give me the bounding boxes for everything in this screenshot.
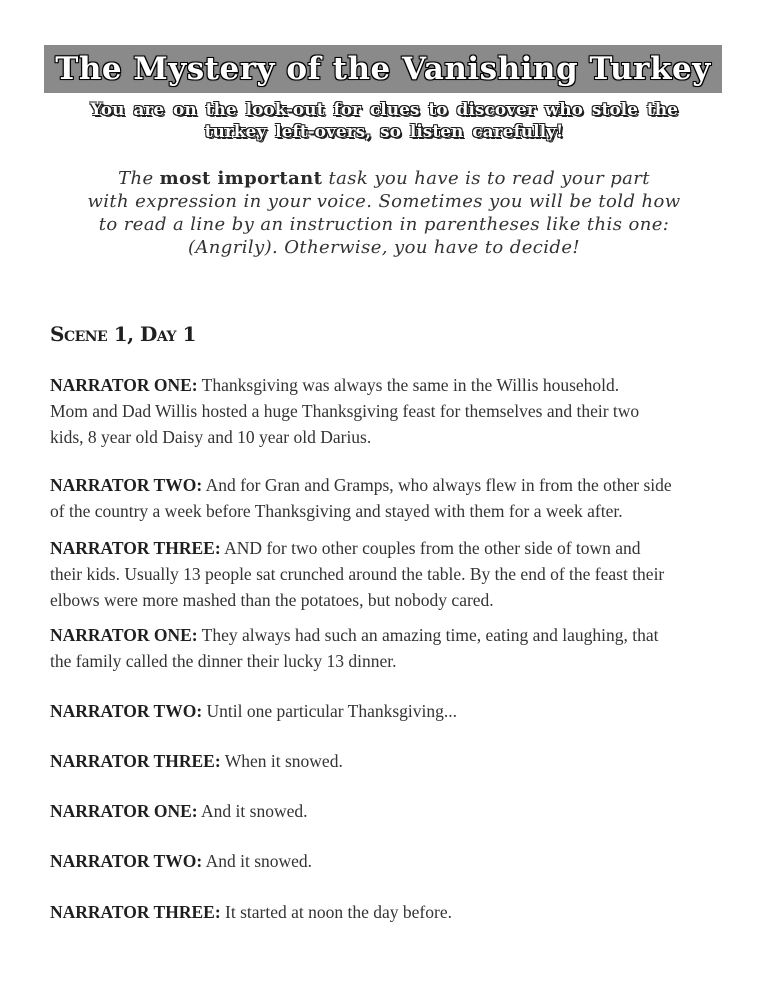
subtitle-line-2: turkey left-overs, so listen carefully! — [204, 122, 564, 142]
speaker-label: NARRATOR THREE: — [50, 902, 221, 922]
title-banner — [44, 45, 722, 93]
intro-text: task you have is to read your part — [322, 168, 650, 189]
line-continuation: of the country a week before Thanksgiving and stayed with them for a week after. — [50, 501, 623, 521]
line-text: And for Gran and Gramps, who always flew in from the other side — [202, 475, 672, 495]
script-line — [50, 372, 720, 450]
subtitle-line-1: You are on the look-out for clues to discover who stole the — [90, 100, 678, 120]
script-line — [50, 472, 720, 524]
line-text: When it snowed. — [220, 751, 343, 771]
intro-line-3: to read a line by an instruction in parentheses like this one: — [98, 214, 670, 235]
script-line — [50, 535, 720, 613]
line-continuation: the family called the dinner their lucky 13 dinner. — [50, 651, 397, 671]
line-text: And it snowed. — [197, 801, 308, 821]
line-continuation: their kids. Usually 13 people sat crunched around the table. By the end of the feast their — [50, 564, 665, 584]
intro-emphasis: most important — [159, 168, 323, 189]
line-text: And it snowed. — [202, 851, 313, 871]
intro-line-1 — [50, 167, 718, 190]
line-text: AND for two other couples from the other side of town and — [220, 538, 641, 558]
document-title: The Mystery of the Vanishing Turkey — [55, 51, 711, 87]
intro-line-2: with expression in your voice. Sometimes you will be told how — [87, 191, 681, 212]
line-text: It started at noon the day before. — [220, 902, 452, 922]
script-line — [50, 848, 720, 874]
line-text: Until one particular Thanksgiving... — [202, 701, 458, 721]
line-text: Thanksgiving was always the same in the Willis household. — [197, 375, 620, 395]
speaker-label: NARRATOR TWO: — [50, 701, 203, 721]
speaker-label: NARRATOR ONE: — [50, 375, 198, 395]
script-line — [50, 698, 720, 724]
script-line — [50, 622, 720, 674]
scene-heading: Scene 1, Day 1 — [50, 322, 196, 346]
subtitle — [60, 99, 708, 143]
intro-text: The — [118, 168, 160, 189]
intro-line-4: (Angrily). Otherwise, you have to decide! — [187, 237, 581, 258]
script-line — [50, 798, 720, 824]
speaker-label: NARRATOR THREE: — [50, 538, 221, 558]
line-continuation: kids, 8 year old Daisy and 10 year old Darius. — [50, 427, 372, 447]
line-text: They always had such an amazing time, eating and laughing, that — [197, 625, 659, 645]
intro-paragraph — [50, 167, 718, 259]
speaker-label: NARRATOR THREE: — [50, 751, 221, 771]
script-line — [50, 748, 720, 774]
speaker-label: NARRATOR TWO: — [50, 475, 203, 495]
script-line — [50, 899, 720, 925]
line-continuation: elbows were more mashed than the potatoes, but nobody cared. — [50, 590, 494, 610]
line-continuation: Mom and Dad Willis hosted a huge Thanksgiving feast for themselves and their two — [50, 401, 640, 421]
speaker-label: NARRATOR ONE: — [50, 801, 198, 821]
speaker-label: NARRATOR ONE: — [50, 625, 198, 645]
speaker-label: NARRATOR TWO: — [50, 851, 203, 871]
